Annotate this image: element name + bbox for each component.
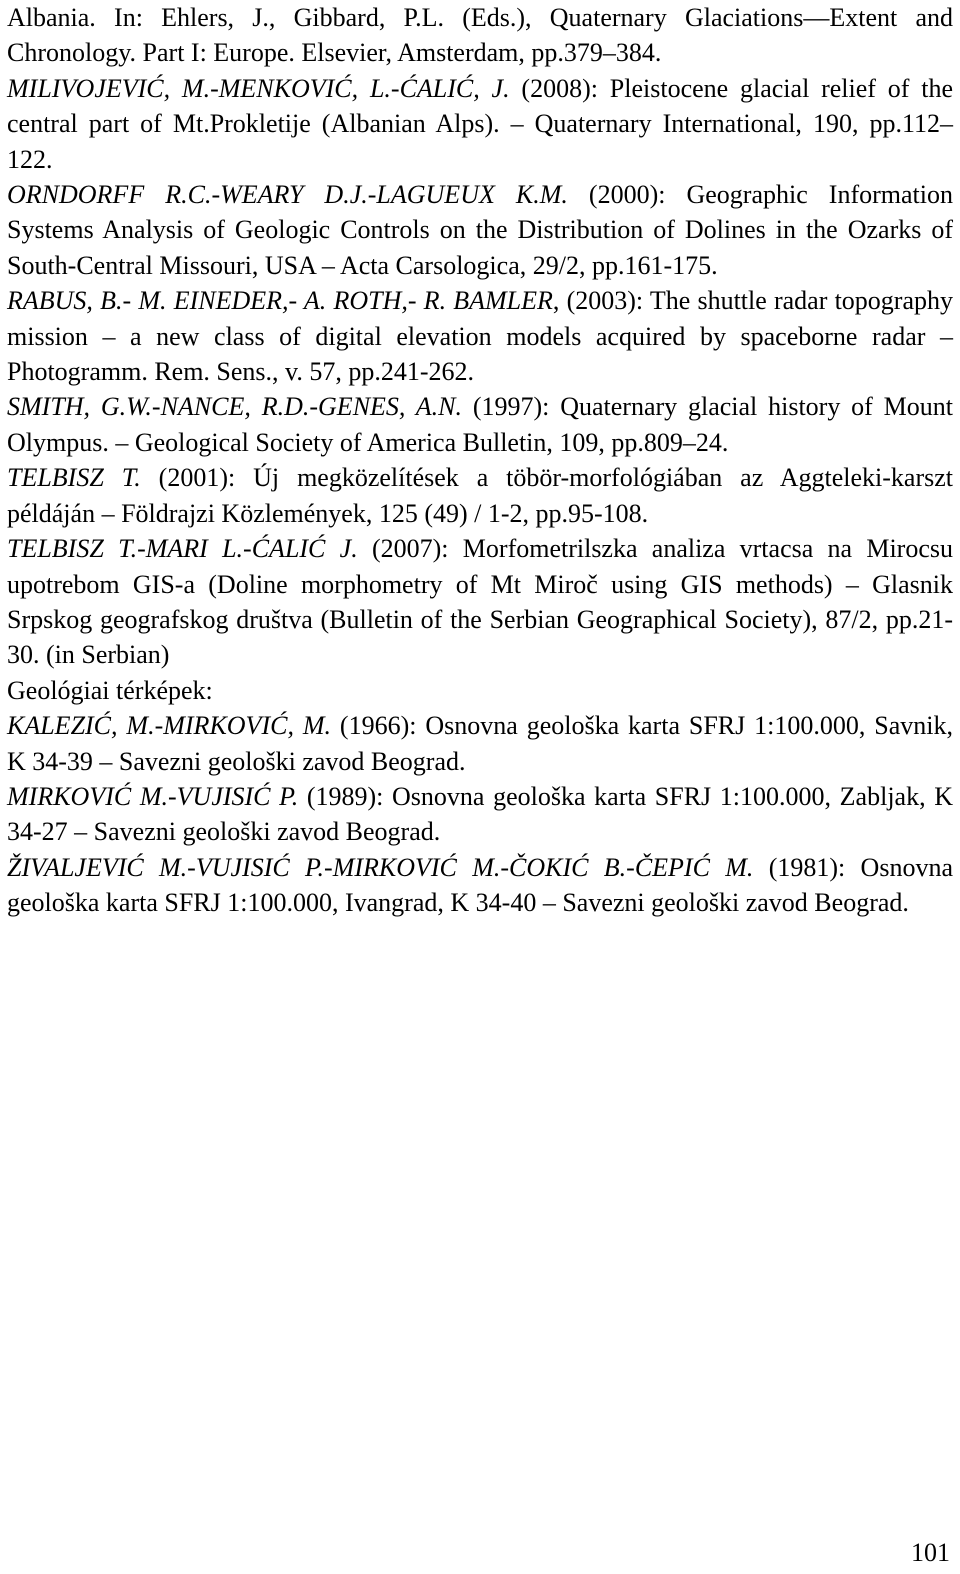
reference-entry (7, 71, 953, 177)
map-text: (1989): Osnovna geološka karta SFRJ 1:100.000, Zabljak, K 34-27 – Savezni geološki zavod Beograd. (7, 781, 954, 847)
reference-authors: TELBISZ T. (7, 463, 141, 493)
reference-text: (2008): Pleistocene glacial relief of the central part of Mt.Prokletije (Albanian Alps). – Quaternary International, 190, pp.112–122. (7, 73, 953, 174)
section-heading: Geológiai térképek: (7, 675, 213, 705)
map-entry (7, 850, 953, 921)
reference-text: Albania. In: Ehlers, J., Gibbard, P.L. (Eds.), Quaternary Glaciations—Extent and Chronology. Part I: Europe. Elsevier, Amsterdam, pp.379–384. (7, 3, 953, 68)
page-number: 101 (911, 1538, 950, 1567)
reference-entry (7, 531, 953, 673)
reference-text: (2000): Geographic Information Systems Analysis of Geologic Controls on the Distribution of Dolines in the Ozarks of South-Central Missouri, USA – Acta Carsologica, 29/2, pp.161-175. (7, 180, 953, 280)
map-authors: KALEZIĆ, M.-MIRKOVIĆ, M. (7, 711, 332, 741)
reference-entry (7, 389, 953, 460)
reference-entry (7, 283, 953, 389)
reference-authors: ORNDORFF R.C.-WEARY D.J.-LAGUEUX K.M. (7, 180, 568, 210)
reference-authors: SMITH, G.W.-NANCE, R.D.-GENES, A.N. (7, 392, 462, 422)
reference-text: (2007): Morfometrilszka analiza vrtacsa na Mirocsu upotrebom GIS-a (Doline morphometry of Mt Miroč using GIS methods) – Glasnik Srpskog geografskog društva (Bulletin of the Serbian Geographical Society), 87/2, pp.21-30. (in Serbian) (7, 534, 953, 670)
reference-text: (2001): Új megközelítések a töbör-morfológiában az Aggteleki-karszt példáján – Földrajzi Közlemények, 125 (49) / 1-2, pp.95-108. (7, 463, 953, 528)
reference-entry (7, 177, 953, 283)
reference-list (7, 0, 953, 921)
map-entry (7, 708, 953, 779)
reference-text: (1997): Quaternary glacial history of Mount Olympus. – Geological Society of America Bulletin, 109, pp.809–24. (7, 392, 953, 457)
map-entry (7, 779, 953, 850)
reference-authors: RABUS, B.- M. EINEDER,- A. ROTH,- R. BAMLER (7, 286, 553, 316)
map-text: (1966): Osnovna geološka karta SFRJ 1:100.000, Savnik, K 34-39 – Savezni geološki zavod Beograd. (7, 711, 954, 776)
map-text: (1981): Osnovna geološka karta SFRJ 1:100.000, Ivangrad, K 34-40 – Savezni geološki zavod Beograd. (7, 852, 953, 918)
reference-text: , (2003): The shuttle radar topography mission – a new class of digital elevation models acquired by spaceborne radar – Photogramm. Rem. Sens., v. 57, pp.241-262. (7, 286, 953, 387)
reference-authors: MILIVOJEVIĆ, M.-MENKOVIĆ, L.-ĆALIĆ, J. (7, 73, 510, 103)
map-authors: MIRKOVIĆ M.-VUJISIĆ P. (7, 781, 299, 811)
reference-authors: TELBISZ T.-MARI L.-ĆALIĆ J. (7, 534, 358, 564)
reference-entry (7, 460, 953, 531)
reference-entry (7, 0, 953, 71)
map-authors: ŽIVALJEVIĆ M.-VUJISIĆ P.-MIRKOVIĆ M.-ČOKIĆ B.-ČEPIĆ M. (7, 852, 754, 882)
